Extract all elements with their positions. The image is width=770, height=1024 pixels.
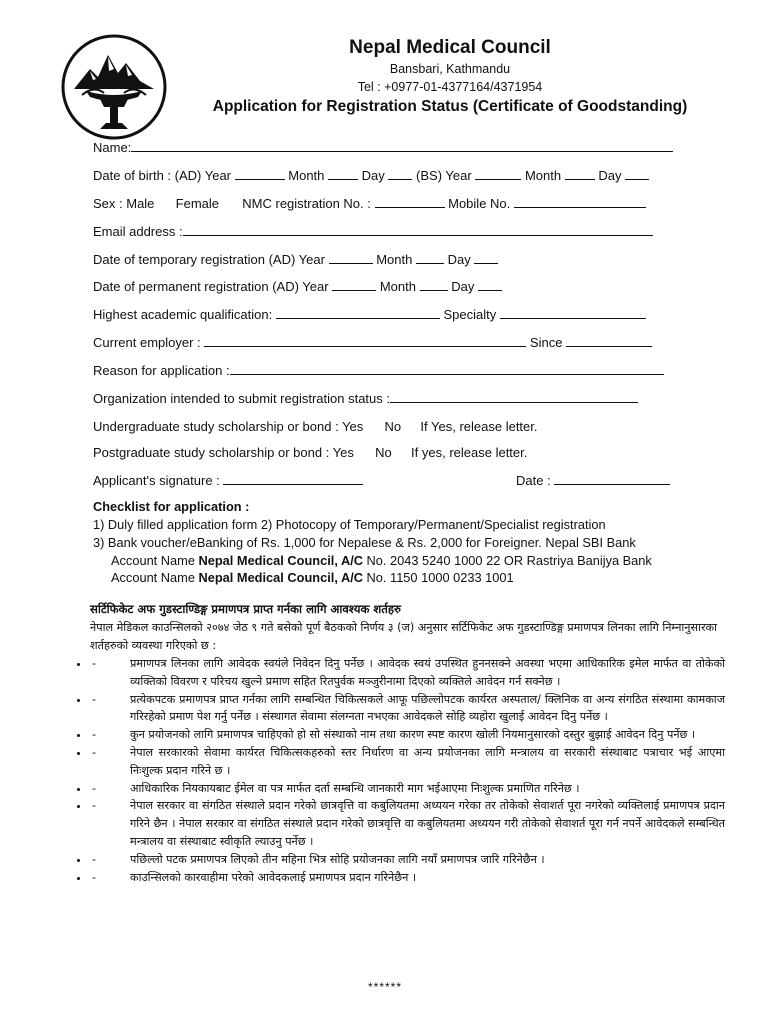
condition-item: • - प्रमाणपत्र लिनका लागि आवेदक स्वयंले निवेदन दिनु पर्नेछ । आवेदक स्वयं उपस्थित हुननसक्ने अवस्था भएमा आधिकारिक इमेल मार्फत वा तोकेको व्यक्तिको विवरण र परिचय खुल्ने प्रमाण सहित रितपुर्वक मञ्जुरीनामा दिएको व्यक्तिले आवेदन गर्न सक्नेछ । [90, 655, 725, 691]
perm-reg-label: Date of permanent registration (AD) Year [93, 279, 329, 294]
dob-row [93, 168, 649, 183]
qualification-label: Highest academic qualification: [93, 307, 273, 322]
name-label: Name: [93, 140, 132, 155]
condition-item: • - आधिकारिक नियकायबाट ईमेल वा पत्र मार्फत दर्ता सम्बन्धि जानकारी माग भईआएमा निःशुल्क प्रमाणित गरिनेछ । [90, 780, 725, 798]
email-row [93, 224, 653, 239]
account-2-name: Nepal Medical Council, A/C [198, 570, 363, 585]
temp-reg-month-field[interactable] [416, 252, 444, 264]
nmc-registration-field[interactable] [375, 196, 445, 208]
condition-item: • - पछिल्लो पटक प्रमाणपत्र लिएको तीन महिना भित्र सोहि प्रयोजनका लागि नयाँ प्रमाणपत्र जारि गरिनेछैन । [90, 851, 725, 869]
qualification-field[interactable] [276, 307, 440, 319]
account-line-2 [111, 570, 514, 585]
dob-ad-day-field[interactable] [388, 168, 412, 180]
specialty-field[interactable] [500, 307, 646, 319]
council-title: Nepal Medical Council [349, 37, 551, 58]
date-row [516, 473, 670, 488]
perm-reg-year-field[interactable] [332, 279, 376, 291]
checklist-item-3: 3) Bank voucher/eBanking of Rs. 1,000 for Nepalese & Rs. 2,000 for Foreigner. Nepal SBI Bank [93, 535, 636, 550]
sex-female-label[interactable]: Female [175, 196, 220, 211]
dob-day-label: Day [361, 168, 385, 183]
condition-item: • - कुन प्रयोजनको लागि प्रमाणपत्र चाहिएको हो सो संस्थाको नाम तथा कारण स्पष्ट कारण खोली नियमानुसारको दस्तुर बुझाई आवेदन दिनु पर्नेछ । [90, 726, 725, 744]
checklist-item-1-2: 1) Duly filled application form 2) Photocopy of Temporary/Permanent/Specialist registration [93, 517, 606, 532]
condition-item: • - प्रत्येकपटक प्रमाणपत्र प्राप्त गर्नका लागि सम्बन्धित चिकित्सकले आफू पछिल्लोपटक कार्यरत अस्पताल/ क्लिनिक वा अन्य संगठित संस्थामा कामकाज गरिरहेको प्रमाण पेश गर्नु पर्नेछ । संस्थागत सेवामा संलग्नता नभएका आवेदकले सोहि व्यहोरा खुलाई आवेदन दिनु पर्नेछ । [90, 691, 725, 727]
pg-bond-no[interactable]: No [375, 445, 392, 460]
dob-bs-label: (BS) Year [416, 168, 472, 183]
dob-label: Date of birth : (AD) Year [93, 168, 232, 183]
nmc-registration-label: NMC registration No. : [242, 196, 371, 211]
reason-row [93, 363, 664, 378]
temp-reg-label: Date of temporary registration (AD) Year [93, 252, 325, 267]
signature-label: Applicant's signature : [93, 473, 220, 488]
email-field[interactable] [183, 224, 653, 236]
nepali-intro: नेपाल मेडिकल काउन्सिलको २०७४ जेठ ९ गते बसेको पूर्ण बैठकको निर्णय ३ (ज) अनुसार सर्टिफिकेट अफ गुडस्टाण्डिङ्ग प्रमाणपत्र लिनका लागि निम्नानुसारका शर्तहरुको व्यवस्था गरिएको छ : [90, 621, 718, 652]
nepali-conditions-title: सर्टिफिकेट अफ गुडस्टाण्डिङ्ग प्रमाणपत्र प्राप्त गर्नका लागि आवश्यक शर्तहरु [90, 602, 401, 616]
account-2-number: No. 1150 1000 0233 1001 [363, 570, 514, 585]
since-field[interactable] [566, 335, 652, 347]
pg-bond-note: If yes, release letter. [411, 445, 528, 460]
dob-bs-month-label: Month [524, 168, 562, 183]
sex-male-label[interactable]: Sex : Male [93, 196, 155, 211]
pg-bond-row [93, 445, 527, 460]
temp-reg-row [93, 252, 498, 267]
signature-row [93, 473, 363, 488]
signature-field[interactable] [223, 473, 363, 485]
nepali-conditions-list [90, 655, 725, 886]
dob-bs-day-label: Day [598, 168, 622, 183]
temp-reg-year-field[interactable] [329, 252, 373, 264]
name-field[interactable] [131, 140, 673, 152]
dob-bs-year-field[interactable] [475, 168, 521, 180]
organization-label: Organization intended to submit registration status : [93, 391, 390, 406]
perm-reg-row [93, 279, 502, 294]
condition-item: • - नेपाल सरकार वा संगठित संस्थाले प्रदान गरेको छात्रवृत्ति वा कबुलियतमा अध्ययन गरेका तर तोकेको सेवाशर्त पूरा नगरेको व्यक्तिलाई प्रमाणपत्र प्रदान गरिने छैन । नेपाल सरकार वा संगठित संस्थाले प्रदान गरेको छात्रवृत्ति वा कबुलियतमा अध्ययन गरी तोकेको सेवाशर्त पूरा गर्न नपर्ने आवेदकले सम्बन्धित मन्त्रालय वा संस्थाबाट स्वीकृति ल्याउनु पर्नेछ । [90, 797, 725, 850]
dob-ad-month-field[interactable] [328, 168, 358, 180]
qualification-row [93, 307, 646, 322]
ug-bond-no[interactable]: No [384, 419, 402, 434]
dob-bs-day-field[interactable] [625, 168, 649, 180]
council-telephone: Tel : +0977-01-4377164/4371954 [357, 80, 543, 94]
perm-reg-day-label: Day [451, 279, 475, 294]
date-field[interactable] [554, 473, 670, 485]
specialty-label: Specialty [443, 307, 497, 322]
condition-item: • - नेपाल सरकारको सेवामा कार्यरत चिकित्सकहरुको स्तर निर्धारण वा अन्य प्रयोजनका लागि मन्त्रालय वा सरकारी संस्थाबाट पत्राचार भई आएमा निःशुल्क प्रदान गरिने छ । [90, 744, 725, 780]
ug-bond-row [93, 419, 538, 434]
organization-field[interactable] [390, 391, 638, 403]
name-row [93, 140, 673, 155]
mobile-label: Mobile No. [448, 196, 511, 211]
email-label: Email address : [93, 224, 183, 239]
mobile-field[interactable] [514, 196, 646, 208]
employer-row [93, 335, 652, 350]
temp-reg-day-label: Day [447, 252, 471, 267]
employer-label: Current employer : [93, 335, 201, 350]
date-label: Date : [516, 473, 551, 488]
reason-label: Reason for application : [93, 363, 230, 378]
account-1-number: No. 2043 5240 1000 22 OR Rastriya Banijya Bank [363, 553, 652, 568]
reason-field[interactable] [230, 363, 664, 375]
ug-bond-note: If Yes, release letter. [420, 419, 538, 434]
account-1-prefix: Account Name [111, 553, 199, 568]
checklist-title: Checklist for application : [93, 499, 250, 514]
dob-month-label: Month [288, 168, 325, 183]
temp-reg-month-label: Month [376, 252, 413, 267]
council-logo [60, 33, 168, 141]
since-label: Since [529, 335, 563, 350]
perm-reg-month-field[interactable] [420, 279, 448, 291]
organization-row [93, 391, 638, 406]
account-2-prefix: Account Name [111, 570, 199, 585]
application-title: Application for Registration Status (Certificate of Goodstanding) [212, 98, 688, 115]
account-1-name: Nepal Medical Council, A/C [198, 553, 363, 568]
sex-row [93, 196, 646, 211]
account-line-1 [111, 553, 652, 568]
condition-item: • - काउन्सिलको कारवाहीमा परेको आवेदकलाई प्रमाणपत्र प्रदान गरिनेछैन । [90, 869, 725, 887]
council-address: Bansbari, Kathmandu [389, 62, 511, 76]
employer-field[interactable] [204, 335, 526, 347]
dob-ad-year-field[interactable] [235, 168, 285, 180]
end-marker: ****** [367, 980, 403, 994]
perm-reg-month-label: Month [379, 279, 416, 294]
ug-bond-label[interactable]: Undergraduate study scholarship or bond : Yes [93, 419, 364, 434]
dob-bs-month-field[interactable] [565, 168, 595, 180]
pg-bond-label[interactable]: Postgraduate study scholarship or bond : Yes [93, 445, 354, 460]
perm-reg-day-field[interactable] [478, 279, 502, 291]
temp-reg-day-field[interactable] [474, 252, 498, 264]
